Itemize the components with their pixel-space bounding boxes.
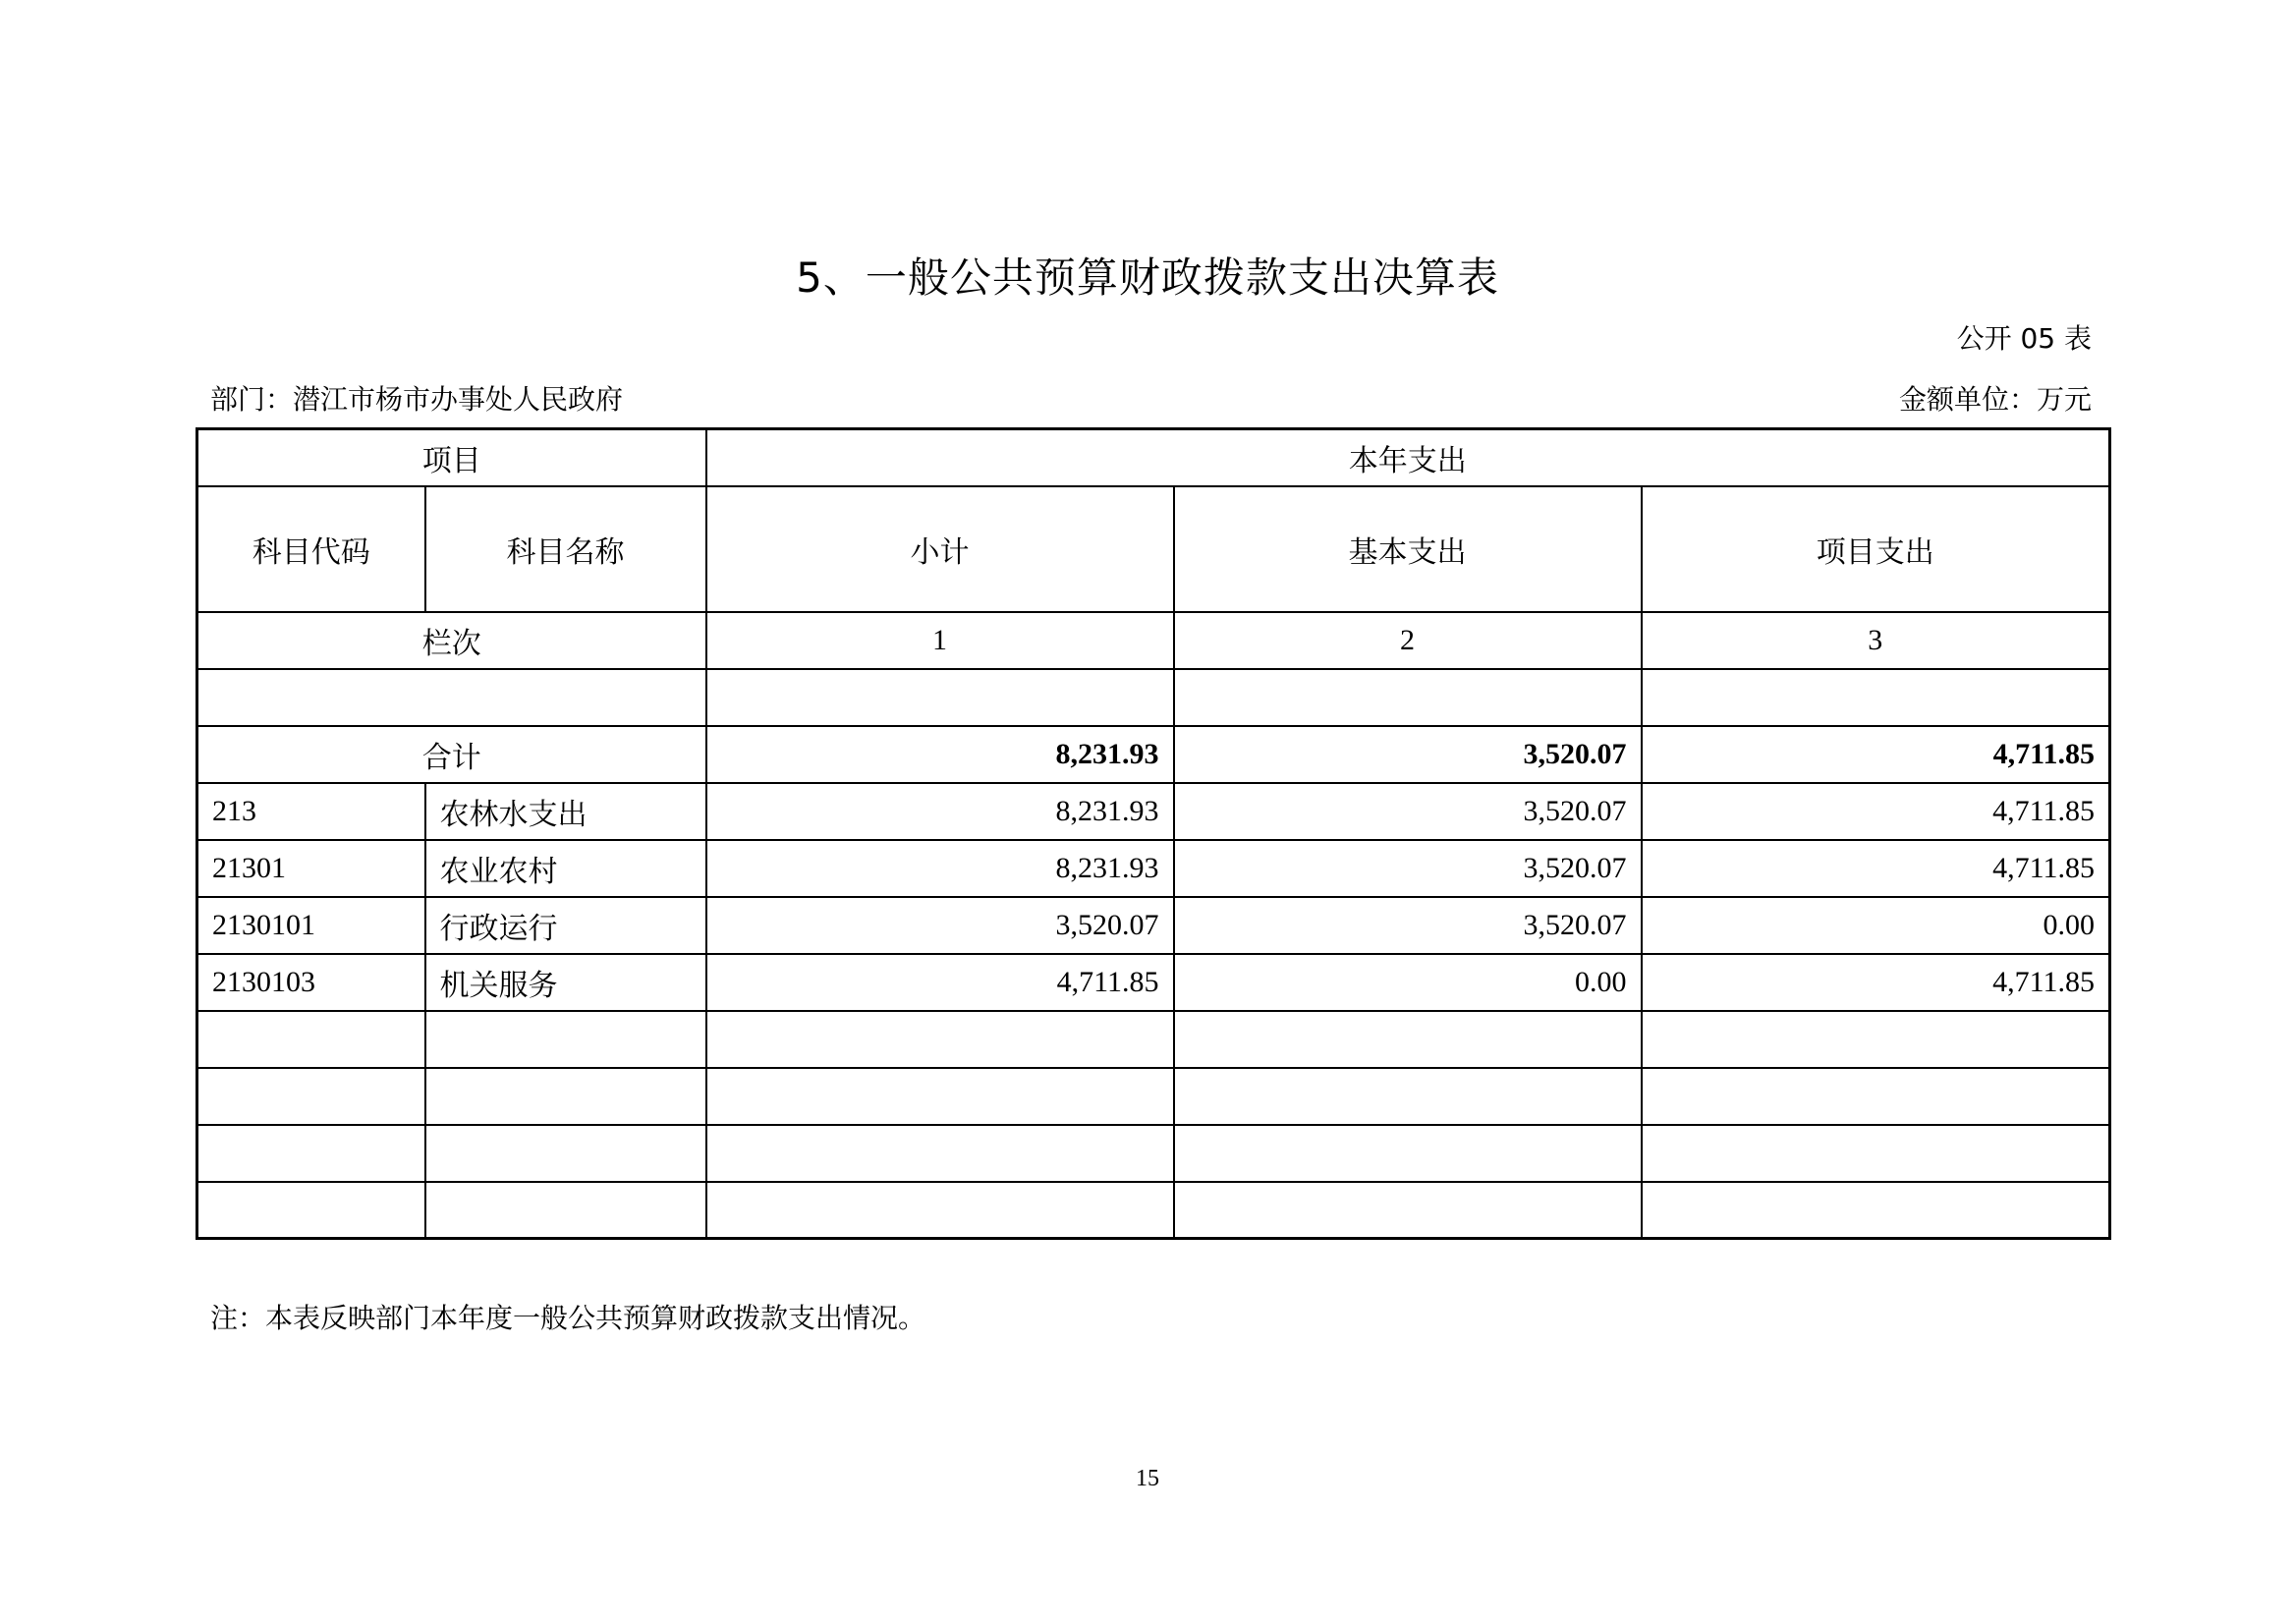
table-note: 注：本表反映部门本年度一般公共预算财政拨款支出情况。 [210,1302,926,1334]
row-subtotal: 8,231.93 [706,840,1174,897]
empty-cell [425,1011,706,1068]
row-subtotal: 8,231.93 [706,783,1174,840]
empty-cell [706,1125,1174,1182]
total-row [197,726,2110,783]
row-code: 2130103 [197,954,425,1011]
empty-cell [1642,1068,2110,1125]
row-name: 农业农村 [425,840,706,897]
blank-row [197,669,2110,726]
header-subtotal: 小计 [706,486,1174,612]
column-index-3: 3 [1642,612,2110,669]
page-title: 5、一般公共预算财政拨款支出决算表 [796,253,1499,302]
empty-cell [197,1125,425,1182]
column-index-1: 1 [706,612,1174,669]
form-number: 公开 05 表 [1956,322,2092,355]
header-project: 项目 [197,429,706,486]
empty-cell [1174,1011,1642,1068]
header-basic: 基本支出 [1174,486,1642,612]
total-label: 合计 [197,726,706,783]
row-basic: 3,520.07 [1174,840,1642,897]
table-row [197,954,2110,1011]
header-row-2 [197,486,2110,612]
row-basic: 0.00 [1174,954,1642,1011]
row-project: 0.00 [1642,897,2110,954]
empty-cell [1642,1125,2110,1182]
row-name: 行政运行 [425,897,706,954]
row-name: 农林水支出 [425,783,706,840]
row-project: 4,711.85 [1642,954,2110,1011]
row-code: 21301 [197,840,425,897]
empty-cell [197,1068,425,1125]
table-row [197,783,2110,840]
department-label: 部门：潜江市杨市办事处人民政府 [210,383,624,416]
row-name: 机关服务 [425,954,706,1011]
empty-cell [706,1011,1174,1068]
row-basic: 3,520.07 [1174,897,1642,954]
empty-cell [1642,1182,2110,1239]
header-row-1 [197,429,2110,486]
row-code: 2130101 [197,897,425,954]
empty-cell [1174,1125,1642,1182]
empty-row [197,1068,2110,1125]
row-subtotal: 4,711.85 [706,954,1174,1011]
empty-cell [425,1068,706,1125]
total-basic: 3,520.07 [1174,726,1642,783]
empty-cell [706,1182,1174,1239]
row-code: 213 [197,783,425,840]
empty-cell [425,1125,706,1182]
empty-cell [706,1068,1174,1125]
total-subtotal: 8,231.93 [706,726,1174,783]
header-current-year: 本年支出 [706,429,2110,486]
empty-cell [1642,1011,2110,1068]
empty-row [197,1011,2110,1068]
empty-cell [197,1011,425,1068]
row-subtotal: 3,520.07 [706,897,1174,954]
column-index-label: 栏次 [197,612,706,669]
row-project: 4,711.85 [1642,783,2110,840]
row-project: 4,711.85 [1642,840,2110,897]
empty-cell [197,1182,425,1239]
header-code: 科目代码 [197,486,425,612]
empty-cell [1174,1068,1642,1125]
empty-row [197,1182,2110,1239]
blank-cell [706,669,1174,726]
empty-cell [425,1182,706,1239]
blank-cell [197,669,706,726]
blank-cell [1642,669,2110,726]
amount-unit-label: 金额单位：万元 [1898,383,2092,416]
row-basic: 3,520.07 [1174,783,1642,840]
page-number: 15 [1136,1466,1159,1491]
empty-cell [1174,1182,1642,1239]
expenditure-table [196,427,2111,1240]
table-row [197,897,2110,954]
header-project-expenditure: 项目支出 [1642,486,2110,612]
empty-row [197,1125,2110,1182]
total-project: 4,711.85 [1642,726,2110,783]
column-index-row [197,612,2110,669]
column-index-2: 2 [1174,612,1642,669]
blank-cell [1174,669,1642,726]
header-name: 科目名称 [425,486,706,612]
table-row [197,840,2110,897]
